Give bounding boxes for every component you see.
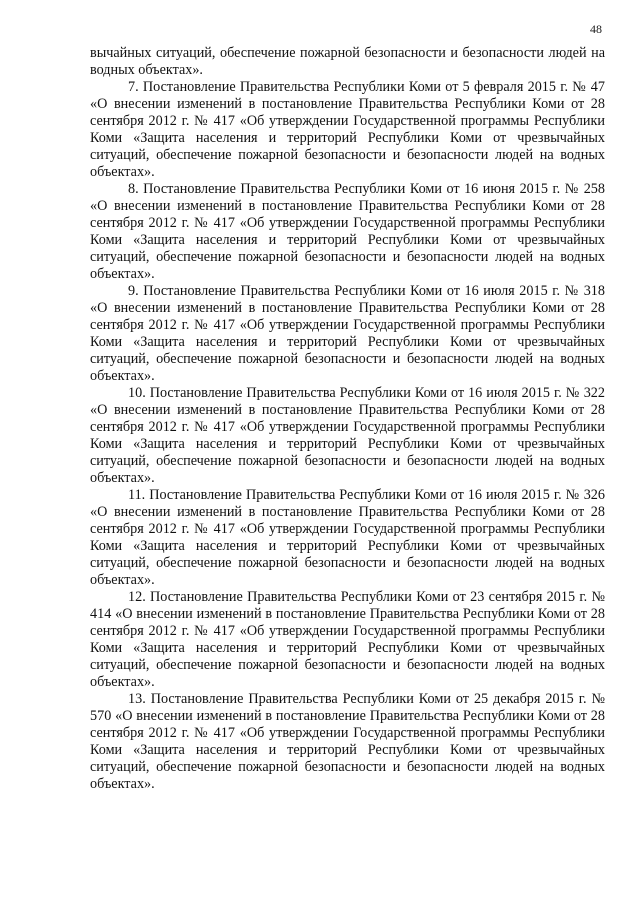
list-item-11: 11. Постановление Правительства Республики Коми от 16 июля 2015 г. № 326 «О внесении изменений в постановление Правительства Республики Коми от 28 сентября 2012 г. № 417 «Об утверждении Государственной программы Республики Коми «Защита населения и территорий Республики Коми от чрезвычайных ситуаций, обеспечение пожарной безопасности и безопасности людей на водных объектах». bbox=[90, 487, 605, 588]
list-item-8: 8. Постановление Правительства Республики Коми от 16 июня 2015 г. № 258 «О внесении изменений в постановление Правительства Республики Коми от 28 сентября 2012 г. № 417 «Об утверждении Государственной программы Республики Коми «Защита населения и территорий Республики Коми от чрезвычайных ситуаций, обеспечение пожарной безопасности и безопасности людей на водных объектах». bbox=[90, 181, 605, 282]
document-body bbox=[90, 45, 605, 793]
list-item-10: 10. Постановление Правительства Республики Коми от 16 июля 2015 г. № 322 «О внесении изменений в постановление Правительства Республики Коми от 28 сентября 2012 г. № 417 «Об утверждении Государственной программы Республики Коми «Защита населения и территорий Республики Коми от чрезвычайных ситуаций, обеспечение пожарной безопасности и безопасности людей на водных объектах». bbox=[90, 385, 605, 486]
continued-paragraph: вычайных ситуаций, обеспечение пожарной безопасности и безопасности людей на водных объектах». bbox=[90, 45, 605, 78]
list-item-12: 12. Постановление Правительства Республики Коми от 23 сентября 2015 г. № 414 «О внесении изменений в постановление Правительства Республики Коми от 28 сентября 2012 г. № 417 «Об утверждении Государственной программы Республики Коми «Защита населения и территорий Республики Коми от чрезвычайных ситуаций, обеспечение пожарной безопасности и безопасности людей на водных объектах». bbox=[90, 589, 605, 690]
page-number: 48 bbox=[590, 22, 602, 36]
list-item-7: 7. Постановление Правительства Республики Коми от 5 февраля 2015 г. № 47 «О внесении изменений в постановление Правительства Республики Коми от 28 сентября 2012 г. № 417 «Об утверждении Государственной программы Республики Коми «Защита населения и территорий Республики Коми от чрезвычайных ситуаций, обеспечение пожарной безопасности и безопасности людей на водных объектах». bbox=[90, 79, 605, 180]
list-item-9: 9. Постановление Правительства Республики Коми от 16 июля 2015 г. № 318 «О внесении изменений в постановление Правительства Республики Коми от 28 сентября 2012 г. № 417 «Об утверждении Государственной программы Республики Коми «Защита населения и территорий Республики Коми от чрезвычайных ситуаций, обеспечение пожарной безопасности и безопасности людей на водных объектах». bbox=[90, 283, 605, 384]
list-item-13: 13. Постановление Правительства Республики Коми от 25 декабря 2015 г. № 570 «О внесении изменений в постановление Правительства Республики Коми от 28 сентября 2012 г. № 417 «Об утверждении Государственной программы Республики Коми «Защита населения и территорий Республики Коми от чрезвычайных ситуаций, обеспечение пожарной безопасности и безопасности людей на водных объектах». bbox=[90, 691, 605, 792]
